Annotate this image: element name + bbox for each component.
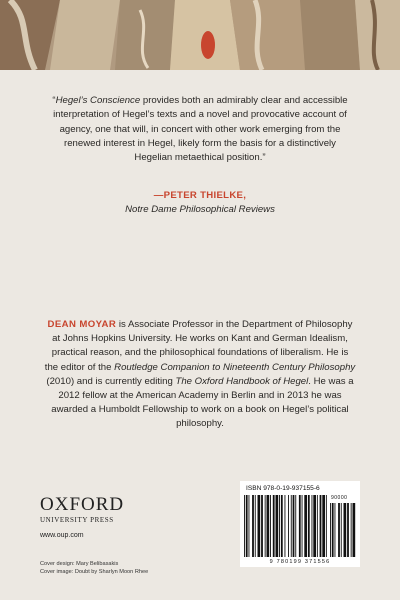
price-barcode-icon — [330, 503, 356, 557]
barcode-icon — [244, 495, 328, 557]
bio-book-title-1: Routledge Companion to Nineteenth Century Philosophy — [114, 361, 356, 373]
isbn-label: ISBN 978-0-19-937155-6 — [246, 485, 320, 492]
author-name: DEAN MOYAR — [47, 319, 117, 330]
bio-text-2: (2010) and is currently editing — [46, 375, 176, 387]
bio-text-3: . He was a 2012 fellow at the American Academy in Berlin and in 2013 he was awarded a Humboldt Fellowship to work on a book on Hegel’s political philosophy. — [51, 375, 354, 430]
price-code: 90000 — [331, 495, 348, 501]
bio-book-title-2: The Oxford Handbook of Hegel — [175, 375, 309, 387]
bio-text-1: is Associate Professor in the Department of Philosophy at Johns Hopkins University. He works on Kant and German Idealism, practical reason, and the philosophical foundations of liberalism. He is the editor of the — [44, 319, 353, 373]
cover-credits — [40, 561, 240, 576]
cover-design-credit: Cover design: Mary Belibasakis — [40, 561, 119, 567]
author-bio — [44, 318, 356, 432]
endorsement-quote — [50, 94, 350, 165]
publisher-subtitle: UNIVERSITY PRESS — [40, 516, 114, 524]
publisher-logo: OXFORD — [40, 494, 125, 515]
attribution-name: —PETER THIELKE, — [153, 190, 247, 201]
quote-attribution — [50, 189, 350, 218]
publisher-block — [40, 495, 150, 539]
quote-book-title: Hegel’s Conscience — [55, 95, 141, 106]
quote-text: provides both an admirably clear and accessible interpretation of Hegel’s texts and a novel and provocative account of agency, one that will, in concert with other work emerging from the renewed interest in Hegel, likely form the basis for a distinctively Hegelian metaethical position.” — [53, 95, 348, 164]
cover-painting — [0, 0, 400, 70]
cover-artwork — [0, 0, 400, 70]
publisher-url: www.oup.com — [40, 532, 84, 539]
barcode-number: 9 780199 371556 — [269, 559, 331, 565]
quote-open-mark: “ — [52, 95, 56, 106]
cover-image-credit: Cover image: Doubt by Sharlyn Moon Rhee — [40, 568, 149, 575]
attribution-source: Notre Dame Philosophical Reviews — [125, 204, 275, 216]
barcode-panel — [240, 481, 360, 567]
